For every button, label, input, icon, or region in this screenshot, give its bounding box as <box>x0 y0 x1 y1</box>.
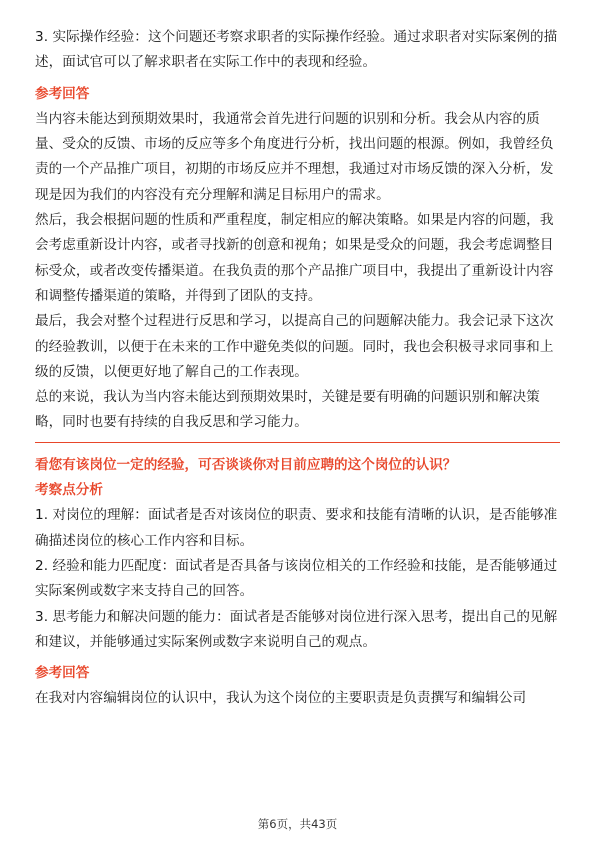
para-analysis-2: 2. 经验和能力匹配度：面试者是否具备与该岗位相关的工作经验和技能，是否能够通过实际案例或数字来支持自己的回答。 <box>35 557 558 600</box>
para-answer-2-start: 在我对内容编辑岗位的认识中，我认为这个岗位的主要职责是负责撰写和编辑公司 <box>35 690 527 707</box>
para-practical-experience: 3. 实际操作经验：这个问题还考察求职者的实际操作经验。通过求职者对实际案例的描述，面试官可以了解求职者在实际工作中的表现和经验。 <box>35 29 558 71</box>
section-heading-analysis: 考察点分析 <box>35 482 103 499</box>
para-answer-1: 当内容未能达到预期效果时，我通常会首先进行问题的识别和分析。我会从内容的质量、受众的反馈、市场的反应等多个角度进行分析，找出问题的根源。例如，我曾经负责的一个产品推广项目，初期的市场反应并不理想，我通过对市场反馈的深入分析，发现是因为我们的内容没有充分理解和满足目标用户的需求。 <box>35 110 554 203</box>
section-heading-reference-answer: 参考回答 <box>35 85 90 102</box>
page-number-footer: 第6页，共43页 <box>257 817 338 831</box>
para-analysis-3: 3. 思考能力和解决问题的能力：面试者是否能够对岗位进行深入思考，提出自己的见解和建议，并能够通过实际案例或数字来说明自己的观点。 <box>35 608 558 650</box>
para-analysis-1: 1. 对岗位的理解：面试者是否对该岗位的职责、要求和技能有清晰的认识，是否能够准确描述岗位的核心工作内容和目标。 <box>35 507 558 549</box>
para-answer-3: 最后，我会对整个过程进行反思和学习，以提高自己的问题解决能力。我会记录下这次的经验教训，以便于在未来的工作中避免类似的问题。同时，我也会积极寻求同事和上级的反馈，以便更好地了解自己的工作表现。 <box>35 313 554 380</box>
para-answer-2: 然后，我会根据问题的性质和严重程度，制定相应的解决策略。如果是内容的问题，我会考虑重新设计内容，或者寻找新的创意和视角；如果是受众的问题，我会考虑调整目标受众，或者改变传播渠道。在我负责的那个产品推广项目中，我提出了重新设计内容和调整传播渠道的策略，并得到了团队的支持。 <box>35 212 554 304</box>
question-title: 看您有该岗位一定的经验，可否谈谈你对目前应聘的这个岗位的认识？ <box>35 456 457 473</box>
document-page <box>35 25 560 712</box>
section-heading-reference-answer-2: 参考回答 <box>35 665 90 682</box>
section-divider <box>35 442 560 443</box>
para-answer-summary: 总的来说，我认为当内容未能达到预期效果时，关键是要有明确的问题识别和解决策略，同时也要有持续的自我反思和学习能力。 <box>35 389 540 431</box>
